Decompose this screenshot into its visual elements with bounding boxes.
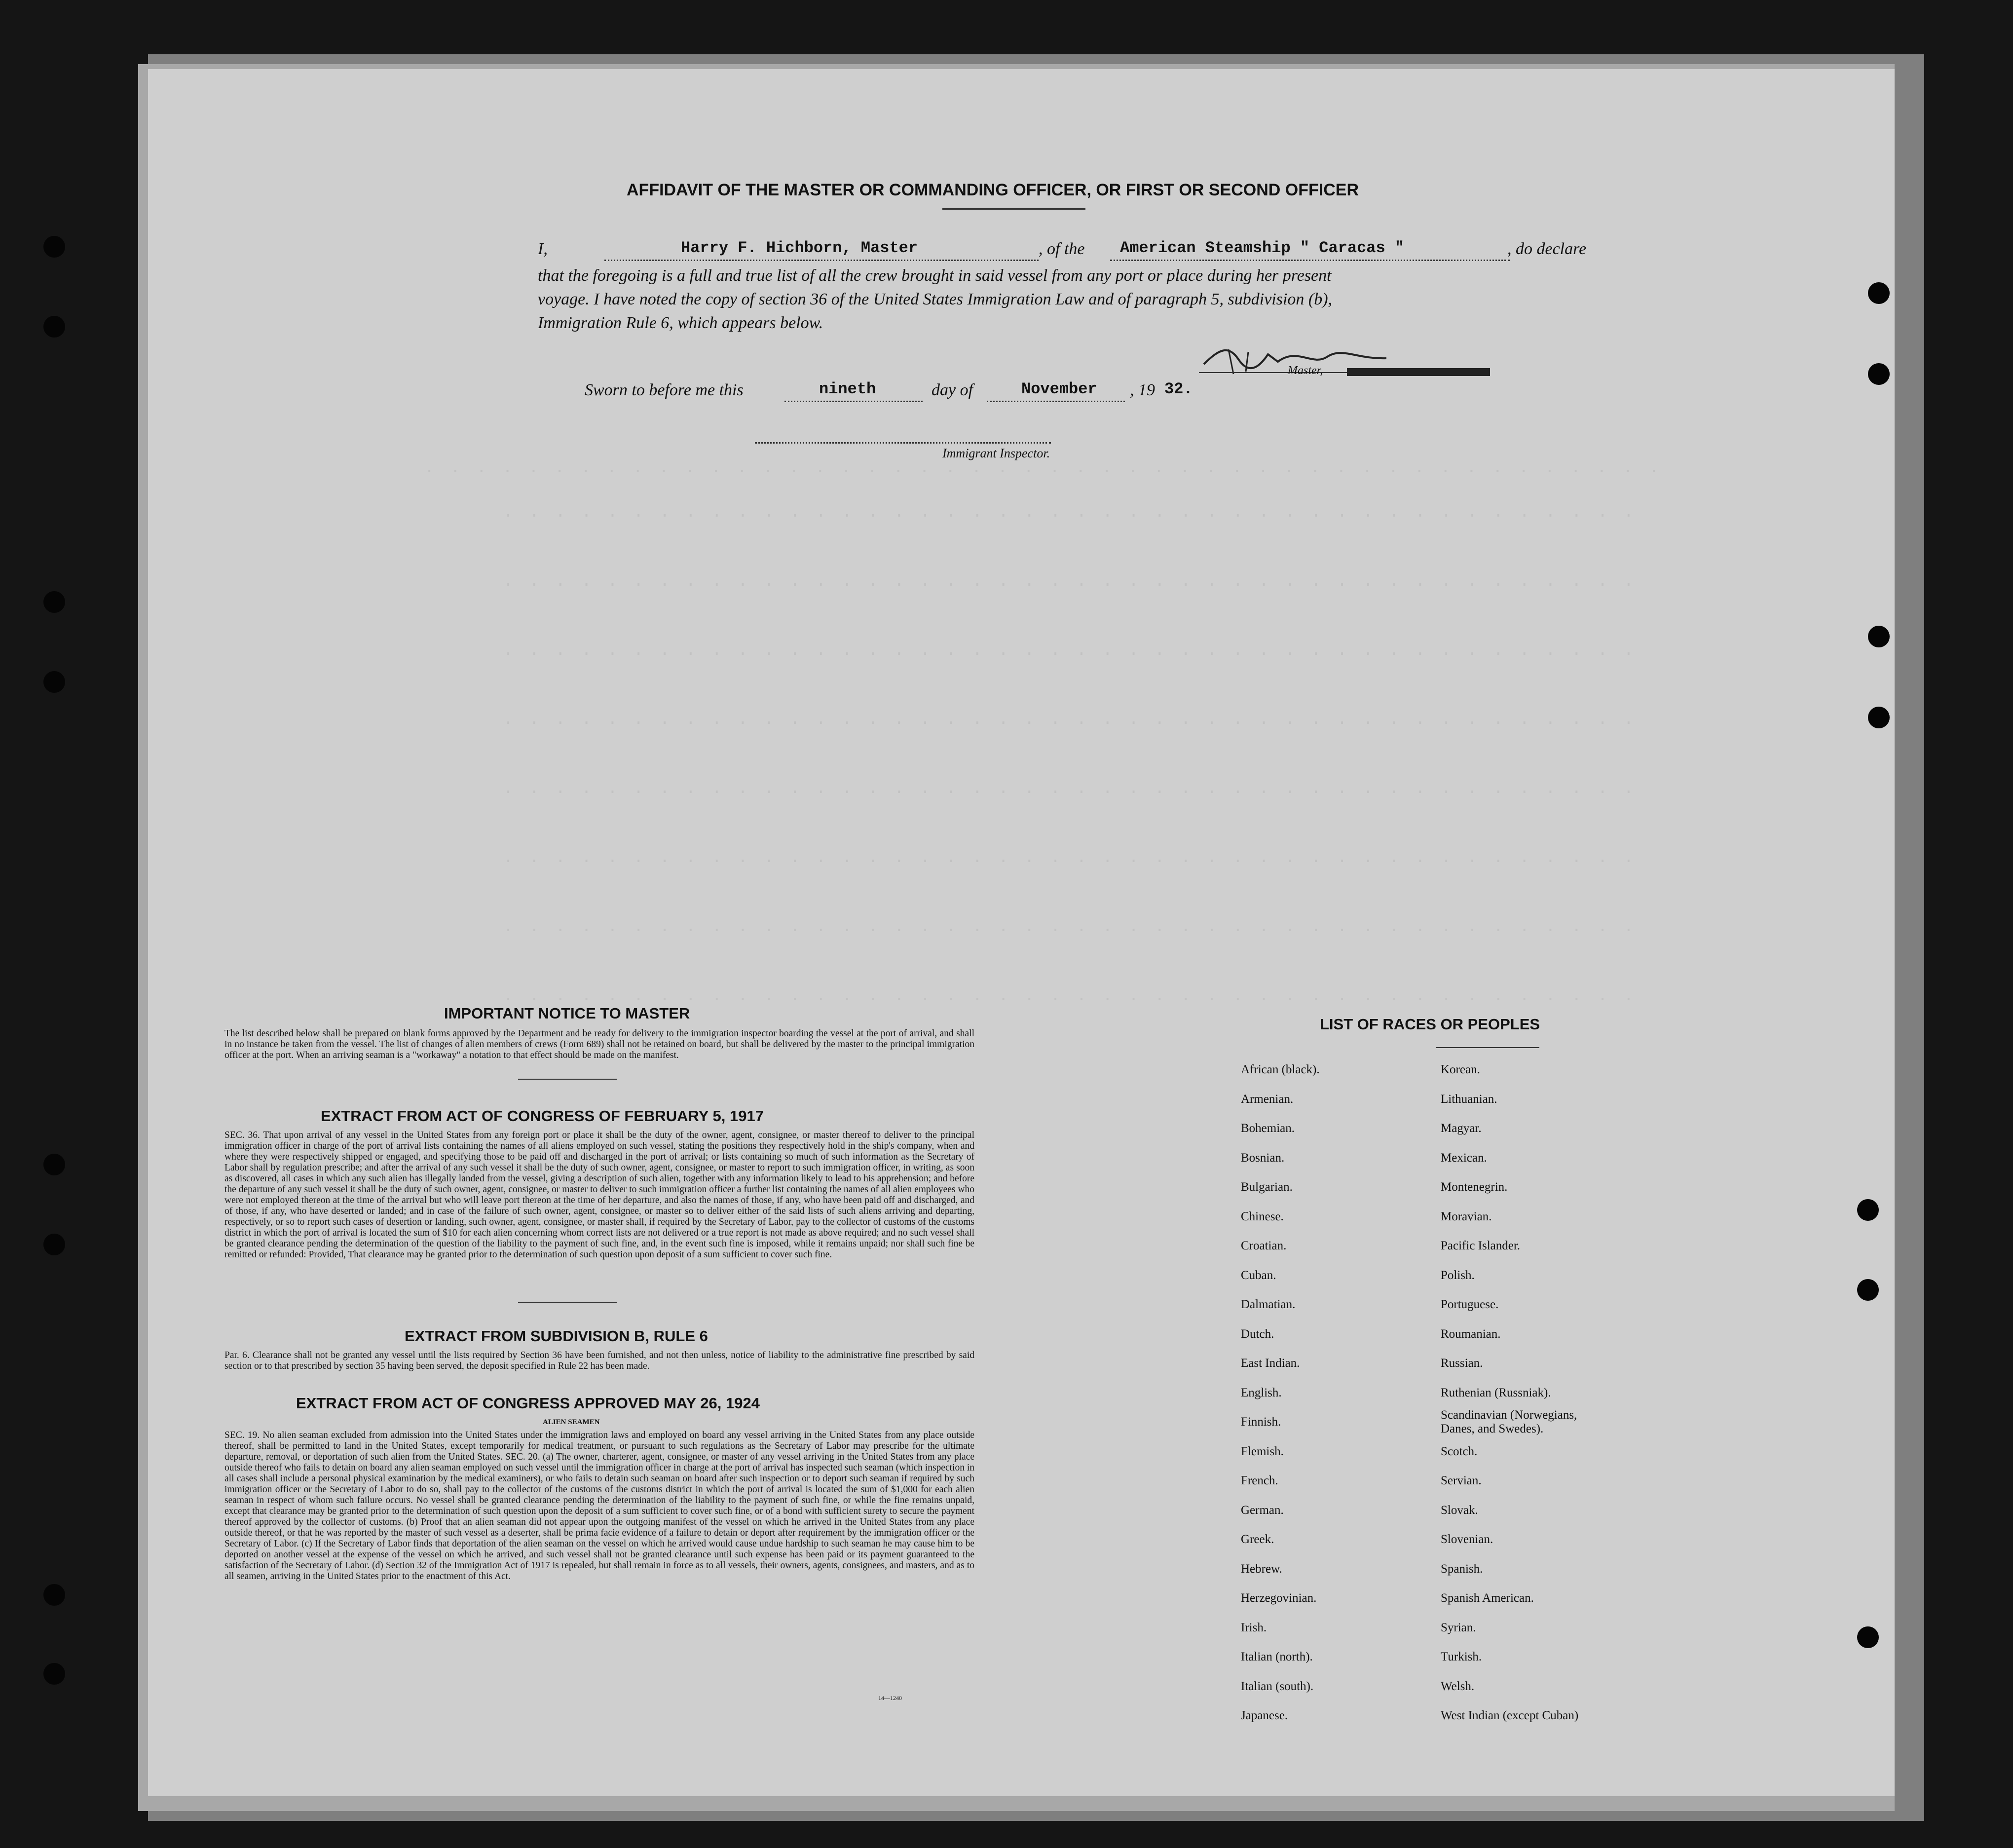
- race-item: Welsh.: [1441, 1679, 1475, 1693]
- race-item: Montenegrin.: [1441, 1180, 1508, 1194]
- race-item: African (black).: [1241, 1063, 1320, 1076]
- name-blank: [604, 260, 1039, 261]
- race-item: Slovenian.: [1441, 1533, 1493, 1546]
- bleed-through-text: . . . . . . . . . . . . . . . . . . . . . . . . . . . . . . . . . . . . . . . . . . . .: [503, 641, 1637, 660]
- bleed-through-text: . . . . . . . . . . . . . . . . . . . . . . . . . . . . . . . . . . . . . . . . . . . .: [503, 849, 1637, 867]
- affidavit-text-line: that the foregoing is a full and true list of all the crew brought in said vessel from any port or place during her present: [538, 266, 1332, 285]
- race-item: English.: [1241, 1386, 1282, 1399]
- race-item: Slovak.: [1441, 1503, 1478, 1517]
- binder-hole: [1868, 363, 1890, 385]
- extract-1917-body: SEC. 36. That upon arrival of any vessel in the United States from any foreign port or place it shall be the duty of the owner, agent, consignee, or master thereof to deliver to the principal immigration officer in charge of the port of arrival lists containing the names of all aliens employed on such vessel, stating the positions they respectively hold in the ship's company, when and where they were respectively shipped or engaged, and specifying those to be paid off and discharged in the port of arrival; or lists containing so much of such information as the Secretary of Labor shall by regulation prescribe; and after the arrival of any such vessel it shall be the duty of such owner, agent, consignee, or master to report to such immigration officer, in writing, as soon as discovered, all cases in which any such alien has illegally landed from the vessel, giving a description of such alien, together with any information likely to lead to his apprehension; and before the departure of any such vessel it shall be the duty of such owner, agent, consignee, or master to deliver to such immigration officer a further list containing the names of all alien employees who were not employed thereon at the time of the arrival but who will leave port thereon at the time of her departure, and also the names of those, if any, who have been paid off and discharged, and of those, if any, who have deserted or landed; and in case of the failure of such owner, agent, consignee, or master so to deliver either of the said lists of such aliens arriving and departing, respectively, or so to report such cases of desertion or landing, such owner, agent, consignee, or master shall, if required by the Secretary of Labor, pay to the collector of customs of the customs district in which the port of arrival is located the sum of $10 for each alien concerning whom correct lists are not delivered or a true report is not made as above required; and no such vessel shall be granted clearance pending the determination of the question of the liability to the payment of such fine, and, in the event such fine is imposed, while it remains unpaid; nor shall such fine be remitted or refunded: Provided, That clearance may be granted prior to the determination of such question upon deposit of a sum sufficient to cover such fine.: [224, 1130, 974, 1260]
- title-underline: [942, 208, 1085, 210]
- race-item: East Indian.: [1241, 1357, 1300, 1370]
- day-blank: [784, 401, 923, 402]
- subdivision-b-title: EXTRACT FROM SUBDIVISION B, RULE 6: [405, 1327, 708, 1345]
- extract-1924-body: SEC. 19. No alien seaman excluded from admission into the United States under the immigration laws and employed on board any vessel arriving in the United States from any place outside thereof, shall be permitted to land in the United States, except temporarily for medical treatment, or pursuant to such regulations as the Secretary of Labor may prescribe for the ultimate departure, removal, or deportation of such alien from the United States. SEC. 20. (a) The owner, charterer, agent, consignee, or master of any vessel arriving in the United States from any place outside thereof who fails to detain on board any alien seaman employed on such vessel until the immigration officer in charge at the port of arrival has inspected such seaman (which inspection in all cases shall include a personal physical examination by the medical examiners), or who fails to detain such seaman on board after such inspection or to deport such seaman if required by such immigration officer or the Secretary of Labor to do so, shall pay to the collector of the customs of the customs district in which the port of arrival is located the sum of $1,000 for each alien seaman in respect of whom such failure occurs. No vessel shall be granted clearance pending the determination of the liability to the payment of such fine, or while the fine remains unpaid, except that clearance may be granted prior to the determination of such question upon the deposit of a sum sufficient to cover such fine, or of a bond with sufficient surety to secure the payment thereof approved by the collector of customs. (b) Proof that an alien seaman did not appear upon the outgoing manifest of the vessel on which he arrived in the United States from any place outside thereof, or that he was reported by the master of such vessel as a deserter, shall be prima facie evidence of a failure to detain or deport after requirement by the immigration officer or the Secretary of Labor. (c) If the Secretary of Labor finds that deportation of the alien seaman on the vessel on which he arrived would cause undue hardship to such seaman he may cause him to be deported on another vessel at the expense of the vessel on which he arrived, and such vessel shall not be granted clearance until such expense has been paid or its payment guaranteed to the satisfaction of the Secretary of Labor. (d) Section 32 of the Immigration Act of 1917 is repealed, but shall remain in force as to all vessels, their owners, agents, consignees, and masters, and as to all seamen, arriving in the United States prior to the enactment of this Act.: [224, 1430, 974, 1582]
- year-prefix: , 19: [1130, 381, 1155, 399]
- race-item: Japanese.: [1241, 1709, 1288, 1722]
- race-item: Croatian.: [1241, 1239, 1287, 1252]
- form-number: 14—1240: [878, 1695, 902, 1701]
- race-item: Flemish.: [1241, 1444, 1284, 1458]
- binder-hole: [43, 591, 65, 613]
- race-item: Irish.: [1241, 1621, 1267, 1634]
- binder-hole: [43, 1663, 65, 1685]
- race-item: Lithuanian.: [1441, 1092, 1497, 1106]
- race-item: Chinese.: [1241, 1209, 1284, 1223]
- bleed-through-text: . . . . . . . . . . . . . . . . . . . . . . . . . . . . . . . . . . . . . . . . . . . .: [503, 572, 1637, 591]
- binder-hole: [43, 671, 65, 693]
- binder-hole: [43, 1584, 65, 1606]
- race-item: Korean.: [1441, 1063, 1480, 1076]
- race-item: Russian.: [1441, 1357, 1483, 1370]
- binder-hole: [43, 236, 65, 258]
- master-name-value: Harry F. Hichborn, Master: [681, 239, 918, 257]
- race-item: Mexican.: [1441, 1151, 1487, 1165]
- sworn-month-value: November: [1021, 380, 1097, 398]
- binder-hole: [43, 316, 65, 338]
- extract-1924-title: EXTRACT FROM ACT OF CONGRESS APPROVED MAY 26, 1924: [296, 1395, 760, 1412]
- race-item: Portuguese.: [1441, 1298, 1499, 1311]
- sworn-label: Sworn to before me this: [585, 381, 744, 399]
- race-item: Polish.: [1441, 1268, 1475, 1282]
- binder-hole: [1868, 626, 1890, 647]
- affidavit-form-page: [148, 69, 1895, 1796]
- extract-divider: [518, 1302, 617, 1303]
- affidavit-text-line: Immigration Rule 6, which appears below.: [538, 314, 823, 332]
- notice-divider: [518, 1079, 617, 1080]
- race-item: Bosnian.: [1241, 1151, 1285, 1165]
- immigrant-inspector-label: Immigrant Inspector.: [942, 446, 1050, 460]
- race-item: Bohemian.: [1241, 1122, 1295, 1135]
- race-item: Turkish.: [1441, 1650, 1482, 1663]
- bleed-through-text: . . . . . . . . . . . . . . . . . . . . . . . . . . . . . . . . . . . . . . . . . . . .: [503, 987, 1637, 1006]
- race-item: Moravian.: [1441, 1209, 1492, 1223]
- race-item: Magyar.: [1441, 1122, 1482, 1135]
- race-item: Bulgarian.: [1241, 1180, 1293, 1194]
- master-label: Master,: [1288, 364, 1323, 377]
- affidavit-i-label: I,: [538, 240, 548, 258]
- race-item: Dutch.: [1241, 1327, 1274, 1341]
- race-item: Italian (north).: [1241, 1650, 1313, 1663]
- race-item: Syrian.: [1441, 1621, 1476, 1634]
- race-item: Finnish.: [1241, 1415, 1281, 1429]
- race-item: Scotch.: [1441, 1444, 1478, 1458]
- bleed-through-text: . . . . . . . . . . . . . . . . . . . . . . . . . . . . . . . . . . . . . . . . . . . .: [503, 503, 1637, 522]
- sworn-day-value: nineth: [819, 380, 876, 398]
- race-item: German.: [1241, 1503, 1284, 1517]
- struck-out-title: [1347, 368, 1490, 376]
- race-item: Spanish American.: [1441, 1591, 1534, 1605]
- binder-hole: [1857, 1199, 1879, 1221]
- race-item: Italian (south).: [1241, 1679, 1314, 1693]
- race-item: French.: [1241, 1474, 1278, 1487]
- of-the-label: , of the: [1039, 240, 1085, 258]
- race-item: Cuban.: [1241, 1268, 1276, 1282]
- affidavit-text-line: voyage. I have noted the copy of section 36 of the United States Immigration Law and of paragraph 5, subdivision (b),: [538, 290, 1333, 308]
- race-item: Servian.: [1441, 1474, 1482, 1487]
- alien-seamen-subtitle: ALIEN SEAMEN: [543, 1418, 600, 1426]
- race-item: Greek.: [1241, 1533, 1274, 1546]
- race-item: Scandinavian (Norwegians, Danes, and Swedes).: [1441, 1408, 1577, 1435]
- sworn-year-value: 32.: [1164, 380, 1193, 398]
- binder-hole: [1868, 707, 1890, 728]
- day-of-label: day of: [932, 381, 973, 399]
- binder-hole: [1868, 282, 1890, 304]
- affidavit-title: AFFIDAVIT OF THE MASTER OR COMMANDING OFFICER, OR FIRST OR SECOND OFFICER: [627, 181, 1359, 199]
- races-title-underline: [1436, 1047, 1539, 1048]
- race-item: Armenian.: [1241, 1092, 1294, 1106]
- race-item: Dalmatian.: [1241, 1298, 1296, 1311]
- vessel-name-value: American Steamship " Caracas ": [1120, 239, 1405, 257]
- races-title: LIST OF RACES OR PEOPLES: [1320, 1016, 1540, 1033]
- subdivision-b-body: Par. 6. Clearance shall not be granted any vessel until the lists required by Section 36 have been furnished, and not then unless, notice of liability to the administrative fine prescribed by said section or to that prescribed by section 35 having been served, the deposit specified in Rule 22 has been made.: [224, 1350, 974, 1371]
- binder-hole: [43, 1234, 65, 1255]
- inspector-blank: [755, 442, 1051, 444]
- month-blank: [987, 401, 1125, 402]
- binder-hole: [43, 1154, 65, 1175]
- vessel-blank: [1110, 260, 1510, 261]
- binder-hole: [1857, 1279, 1879, 1301]
- race-item: Spanish.: [1441, 1562, 1483, 1576]
- bleed-through-text: . . . . . . . . . . . . . . . . . . . . . . . . . . . . . . . . . . . . . . . . . . . .: [503, 918, 1637, 937]
- race-item: Ruthenian (Russniak).: [1441, 1386, 1551, 1399]
- race-item: Pacific Islander.: [1441, 1239, 1521, 1252]
- bleed-through-text: . . . . . . . . . . . . . . . . . . . . . . . . . . . . . . . . . . . . . . . . . . . .: [503, 711, 1637, 729]
- race-item: West Indian (except Cuban): [1441, 1709, 1579, 1722]
- declare-label: , do declare: [1507, 240, 1587, 258]
- race-item: Roumanian.: [1441, 1327, 1501, 1341]
- notice-title: IMPORTANT NOTICE TO MASTER: [444, 1005, 690, 1022]
- binder-hole: [1857, 1626, 1879, 1648]
- race-item: Hebrew.: [1241, 1562, 1282, 1576]
- bleed-through-text: . . . . . . . . . . . . . . . . . . . . . . . . . . . . . . . . . . . . . . . . . . . .: [503, 780, 1637, 798]
- bleed-through-text: . . . . . . . . . . . . . . . . . . . . . . . . . . . . . . . . . . . . . . . . . . . . . . . .: [424, 459, 1662, 478]
- race-item: Herzegovinian.: [1241, 1591, 1317, 1605]
- notice-body: The list described below shall be prepared on blank forms approved by the Department and be ready for delivery to the immigration inspector boarding the vessel at the port of arrival, and shall in no instance be taken from the vessel. The list of changes of alien members of crews (Form 689) shall not be retained on board, but shall be delivered by the master to the principal immigration officer at the port. When an arriving seaman is a "workaway" a notation to that effect should be made on the manifest.: [224, 1028, 974, 1060]
- extract-1917-title: EXTRACT FROM ACT OF CONGRESS OF FEBRUARY 5, 1917: [321, 1107, 764, 1125]
